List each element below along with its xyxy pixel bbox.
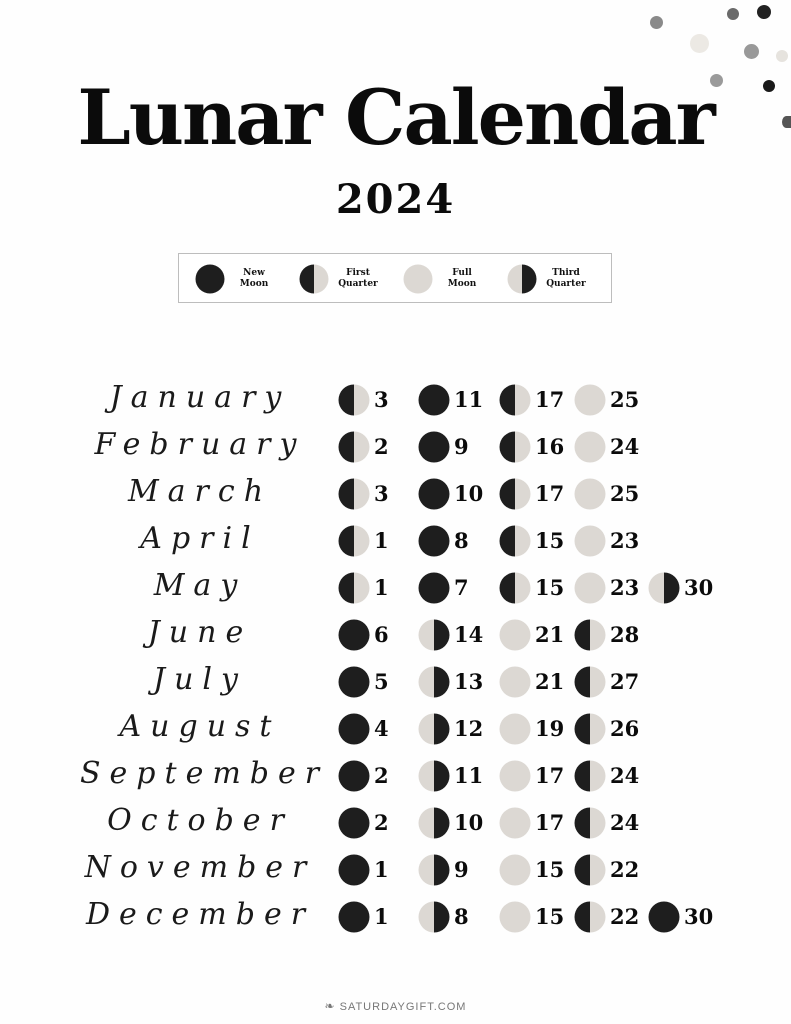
day-number: 17 — [535, 763, 565, 788]
new-moon-icon — [195, 264, 225, 294]
month-label: October — [107, 803, 293, 838]
moon-phase-icon — [338, 478, 370, 510]
day-number: 23 — [610, 575, 640, 600]
day-number: 7 — [454, 575, 469, 600]
day-number: 17 — [535, 810, 565, 835]
moon-phase-icon — [574, 384, 606, 416]
confetti-dot — [690, 34, 709, 53]
day-number: 22 — [610, 904, 640, 929]
moon-phase-icon — [499, 478, 531, 510]
moon-phase-icon — [499, 572, 531, 604]
day-number: 24 — [610, 810, 640, 835]
confetti-dot — [744, 44, 759, 59]
moon-phase-icon — [418, 619, 450, 651]
day-number: 1 — [374, 904, 389, 929]
day-number: 9 — [454, 857, 469, 882]
day-number: 1 — [374, 857, 389, 882]
month-label: March — [127, 474, 273, 509]
moon-phase-icon — [574, 713, 606, 745]
moon-phase-icon — [418, 854, 450, 886]
day-number: 2 — [374, 434, 389, 459]
day-number: 19 — [535, 716, 565, 741]
day-number: 11 — [454, 763, 484, 788]
moon-phase-icon — [338, 901, 370, 933]
month-label: June — [147, 615, 253, 650]
moon-phase-icon — [338, 572, 370, 604]
month-label: April — [140, 521, 260, 556]
legend-label: Third Quarter — [546, 268, 586, 289]
moon-phase-icon — [574, 666, 606, 698]
day-number: 23 — [610, 528, 640, 553]
moon-phase-icon — [338, 384, 370, 416]
bow-icon: ❧ — [324, 999, 336, 1013]
confetti-dot — [727, 8, 739, 20]
moon-phase-icon — [418, 572, 450, 604]
month-label: July — [153, 662, 247, 697]
day-number: 21 — [535, 669, 565, 694]
page-title: Lunar Calendar — [77, 73, 714, 162]
day-number: 30 — [684, 575, 714, 600]
moon-phase-icon — [499, 713, 531, 745]
day-number: 8 — [454, 528, 469, 553]
moon-phase-icon — [418, 384, 450, 416]
day-number: 24 — [610, 763, 640, 788]
moon-phase-icon — [574, 760, 606, 792]
moon-phase-icon — [499, 901, 531, 933]
day-number: 10 — [454, 810, 484, 835]
day-number: 8 — [454, 904, 469, 929]
day-number: 24 — [610, 434, 640, 459]
moon-phase-icon — [499, 384, 531, 416]
day-number: 16 — [535, 434, 565, 459]
day-number: 26 — [610, 716, 640, 741]
day-number: 21 — [535, 622, 565, 647]
confetti-dot — [776, 50, 788, 62]
day-number: 4 — [374, 716, 389, 741]
month-label: February — [94, 427, 306, 462]
moon-phase-icon — [338, 525, 370, 557]
moon-phase-icon — [499, 760, 531, 792]
day-number: 15 — [535, 857, 565, 882]
month-label: September — [80, 756, 329, 791]
moon-phase-icon — [648, 901, 680, 933]
moon-phase-icon — [418, 713, 450, 745]
day-number: 13 — [454, 669, 484, 694]
day-number: 3 — [374, 481, 389, 506]
day-number: 15 — [535, 904, 565, 929]
moon-phase-icon — [418, 901, 450, 933]
day-number: 2 — [374, 810, 389, 835]
moon-phase-icon — [338, 431, 370, 463]
moon-phase-icon — [574, 478, 606, 510]
day-number: 25 — [610, 387, 640, 412]
footer-brand — [0, 1000, 791, 1013]
month-label: August — [119, 709, 281, 744]
day-number: 1 — [374, 528, 389, 553]
day-number: 1 — [374, 575, 389, 600]
month-label: December — [85, 897, 315, 932]
moon-phase-icon — [499, 525, 531, 557]
month-label: November — [84, 850, 316, 885]
day-number: 25 — [610, 481, 640, 506]
legend-label: Full Moon — [447, 268, 477, 289]
footer-text: SATURDAYGIFT.COM — [339, 1001, 467, 1013]
day-number: 11 — [454, 387, 484, 412]
page-year: 2024 — [335, 176, 456, 223]
day-number: 15 — [535, 575, 565, 600]
moon-phase-icon — [418, 431, 450, 463]
moon-phase-icon — [574, 431, 606, 463]
day-number: 12 — [454, 716, 484, 741]
moon-phase-icon — [574, 807, 606, 839]
day-number: 14 — [454, 622, 484, 647]
moon-phase-icon — [338, 854, 370, 886]
legend-label: First Quarter — [338, 268, 378, 289]
moon-phase-icon — [574, 525, 606, 557]
moon-phase-icon — [418, 760, 450, 792]
moon-phase-icon — [499, 807, 531, 839]
moon-phase-icon — [338, 666, 370, 698]
month-label: May — [153, 568, 247, 603]
legend — [178, 253, 612, 303]
confetti-dot — [757, 5, 771, 19]
moon-phase-icon — [574, 854, 606, 886]
day-number: 22 — [610, 857, 640, 882]
day-number: 6 — [374, 622, 389, 647]
moon-phase-icon — [648, 572, 680, 604]
legend-label: New Moon — [239, 268, 269, 289]
third-quarter-icon — [507, 264, 537, 294]
day-number: 30 — [684, 904, 714, 929]
moon-phase-icon — [499, 854, 531, 886]
moon-phase-icon — [418, 666, 450, 698]
moon-phase-icon — [338, 760, 370, 792]
first-quarter-icon — [299, 264, 329, 294]
day-number: 9 — [454, 434, 469, 459]
day-number: 27 — [610, 669, 640, 694]
moon-phase-icon — [418, 525, 450, 557]
moon-phase-icon — [574, 901, 606, 933]
day-number: 3 — [374, 387, 389, 412]
moon-phase-icon — [499, 619, 531, 651]
day-number: 2 — [374, 763, 389, 788]
moon-phase-icon — [499, 431, 531, 463]
moon-phase-icon — [418, 478, 450, 510]
month-label: January — [109, 380, 291, 415]
moon-phase-icon — [338, 619, 370, 651]
moon-phase-icon — [338, 807, 370, 839]
moon-phase-icon — [574, 572, 606, 604]
full-moon-icon — [403, 264, 433, 294]
confetti-dot — [650, 16, 663, 29]
moon-phase-icon — [574, 619, 606, 651]
day-number: 28 — [610, 622, 640, 647]
day-number: 15 — [535, 528, 565, 553]
day-number: 17 — [535, 481, 565, 506]
day-number: 10 — [454, 481, 484, 506]
day-number: 17 — [535, 387, 565, 412]
day-number: 5 — [374, 669, 389, 694]
moon-phase-icon — [499, 666, 531, 698]
moon-phase-icon — [418, 807, 450, 839]
moon-phase-icon — [338, 713, 370, 745]
